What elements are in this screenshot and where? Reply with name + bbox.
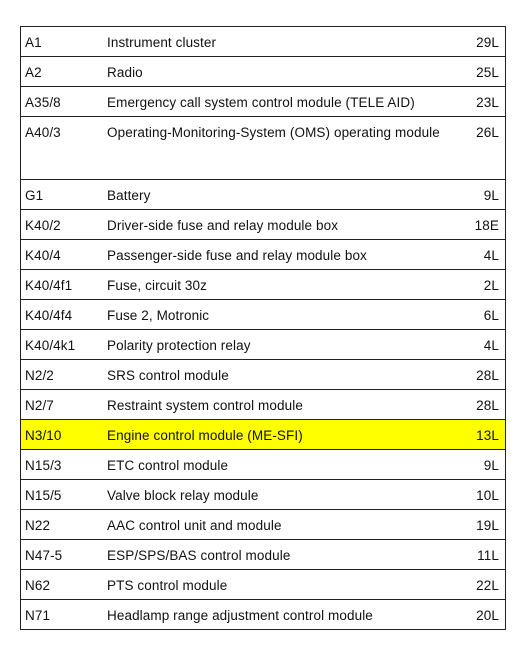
component-description: Operating-Monitoring-System (OMS) operating module [107,125,440,140]
component-location: 20L [476,608,499,623]
component-code: N2/7 [25,398,54,413]
component-code: K40/4f1 [25,278,73,293]
component-location: 10L [476,488,499,503]
component-code: K40/4f4 [25,308,73,323]
component-code: K40/2 [25,218,61,233]
component-location: 2L [483,278,499,293]
component-location: 23L [476,95,499,110]
component-location: 26L [476,125,499,140]
table-row [21,240,505,270]
component-code: A1 [25,35,42,50]
table-row [21,360,505,390]
component-location: 29L [476,35,499,50]
component-code: A40/3 [25,125,61,140]
component-location: 22L [476,578,499,593]
table-row [21,540,505,570]
table-row [21,210,505,240]
component-code: N15/3 [25,458,62,473]
component-description: Emergency call system control module (TELE AID) [107,95,415,110]
component-description: PTS control module [107,578,228,593]
component-description: Valve block relay module [107,488,259,503]
component-description: Fuse, circuit 30z [107,278,207,293]
component-location: 28L [476,398,499,413]
table-row [21,117,505,180]
component-location: 9L [483,458,499,473]
component-description: SRS control module [107,368,229,383]
component-code: N2/2 [25,368,54,383]
component-code: A2 [25,65,42,80]
table-row [21,510,505,540]
component-location: 4L [483,338,499,353]
table-row-highlighted [21,420,505,450]
component-code: N62 [25,578,51,593]
table-row [21,570,505,600]
component-location: 6L [483,308,499,323]
component-description: Passenger-side fuse and relay module box [107,248,367,263]
table-row [21,300,505,330]
component-location: 4L [483,248,499,263]
component-description: ESP/SPS/BAS control module [107,548,291,563]
component-description: Restraint system control module [107,398,303,413]
component-location: 13L [476,428,499,443]
component-code: N47-5 [25,548,63,563]
component-location: 11L [477,548,499,563]
component-code: G1 [25,188,44,203]
component-code: A35/8 [25,95,61,110]
component-description: Radio [107,65,143,80]
component-code: N22 [25,518,51,533]
component-code: N15/5 [25,488,62,503]
table-row [21,330,505,360]
component-code: N3/10 [25,428,62,443]
table-row [21,57,505,87]
component-description: ETC control module [107,458,229,473]
component-description: AAC control unit and module [107,518,282,533]
component-code: K40/4 [25,248,61,263]
component-description: Battery [107,188,151,203]
table-row [21,87,505,117]
component-description: Engine control module (ME-SFI) [107,428,303,443]
component-description: Driver-side fuse and relay module box [107,218,339,233]
component-location: 9L [483,188,499,203]
component-location: 25L [476,65,499,80]
table-row [21,600,505,630]
component-description: Fuse 2, Motronic [107,308,210,323]
component-description: Headlamp range adjustment control module [107,608,373,623]
table-row [21,450,505,480]
component-location: 28L [476,368,499,383]
table-row [21,180,505,210]
component-code: N71 [25,608,51,623]
component-code: K40/4k1 [25,338,76,353]
table-row [21,270,505,300]
component-description: Instrument cluster [107,35,217,50]
table-row [21,480,505,510]
component-description: Polarity protection relay [107,338,251,353]
table-row [21,27,505,57]
component-table [20,26,506,630]
component-location: 19L [476,518,499,533]
component-location: 18E [474,218,499,233]
table-row [21,390,505,420]
